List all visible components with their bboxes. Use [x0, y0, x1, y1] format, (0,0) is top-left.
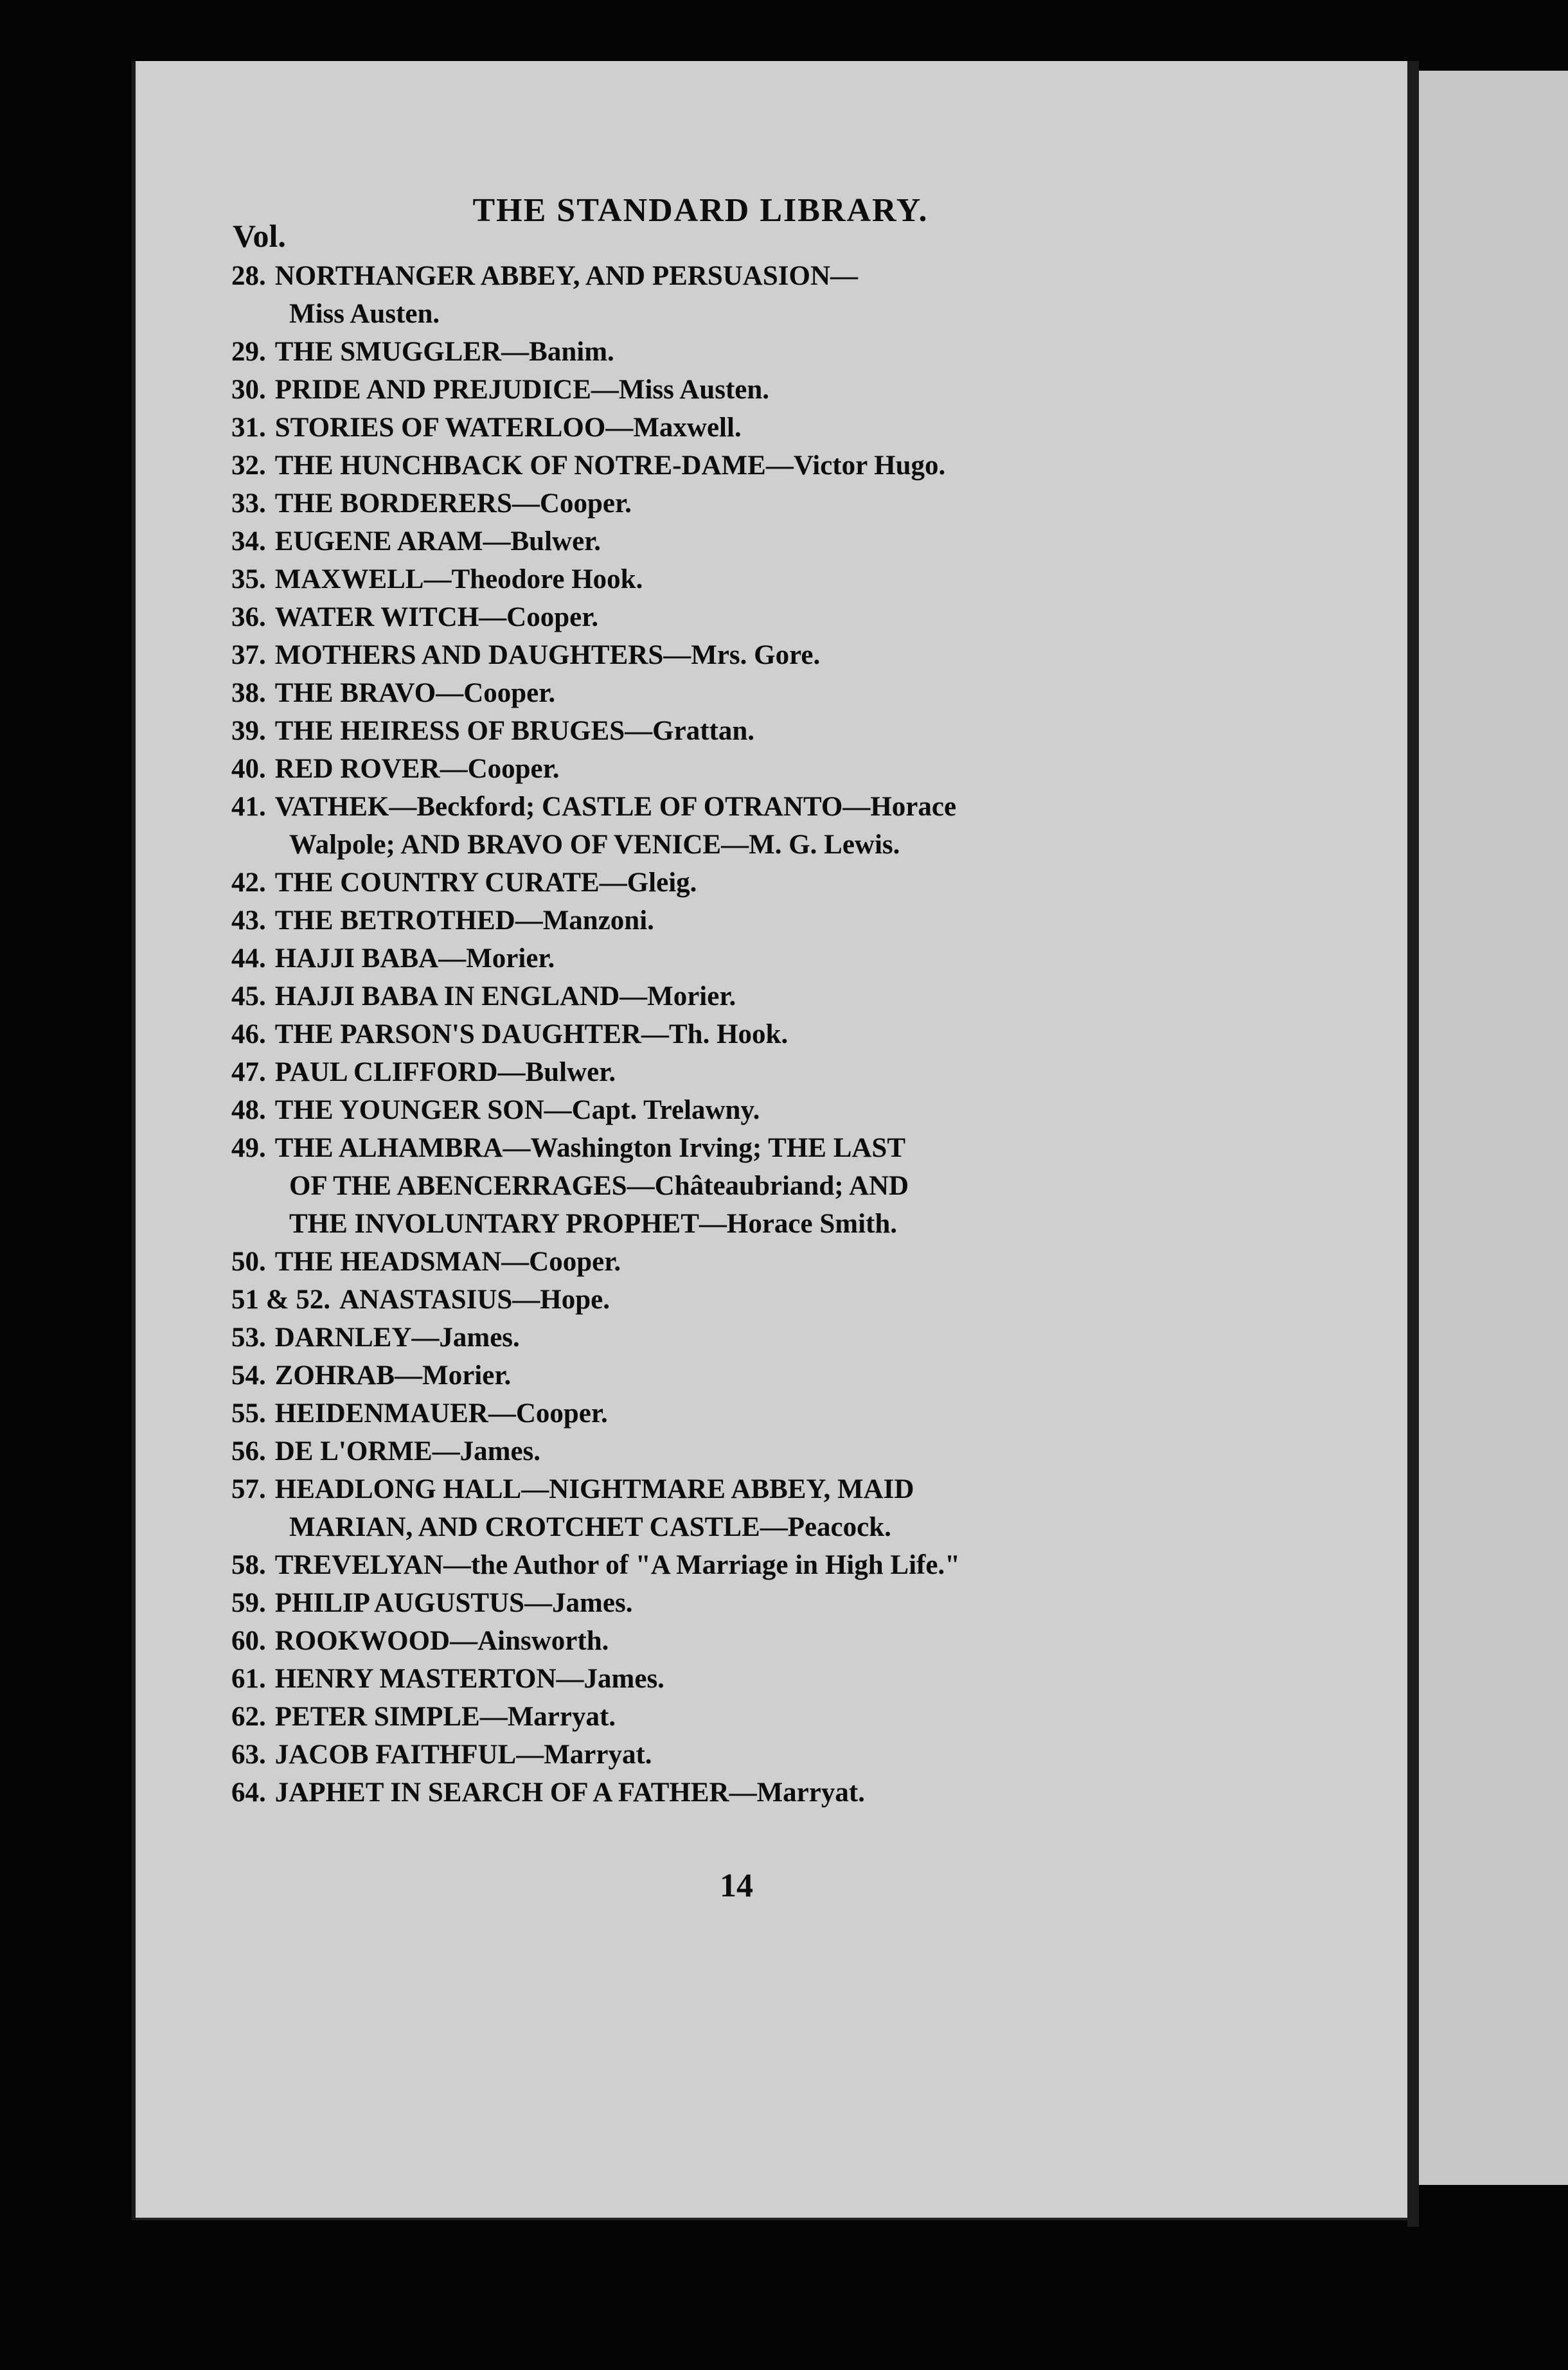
- volume-number: 61.: [231, 1664, 266, 1694]
- list-item: [231, 1660, 1182, 1698]
- list-item: [231, 333, 1182, 371]
- volume-number: 50.: [231, 1247, 266, 1277]
- list-item: [231, 1281, 1182, 1319]
- volume-title: PRIDE AND PREJUDICE—Miss Austen.: [274, 375, 770, 405]
- list-item: [231, 1432, 1182, 1470]
- volume-number: 58.: [231, 1550, 266, 1580]
- list-item: [231, 712, 1182, 750]
- volume-title: WATER WITCH—Cooper.: [274, 602, 599, 632]
- volume-title: JACOB FAITHFUL—Marryat.: [274, 1740, 652, 1770]
- volume-title: THE PARSON'S DAUGHTER—Th. Hook.: [274, 1019, 788, 1049]
- list-item: [231, 902, 1182, 940]
- volume-title: MOTHERS AND DAUGHTERS—Mrs. Gore.: [274, 640, 821, 670]
- list-item: [231, 864, 1182, 902]
- volume-number: 38.: [231, 678, 266, 708]
- volume-number: 36.: [231, 602, 266, 632]
- volume-number: 45.: [231, 981, 266, 1011]
- list-item: [231, 1357, 1182, 1394]
- list-item: [231, 1774, 1182, 1812]
- volume-number: 51 & 52.: [231, 1285, 331, 1315]
- volume-title: THE SMUGGLER—Banim.: [274, 337, 614, 367]
- volume-number: 33.: [231, 488, 266, 519]
- volume-title: DE L'ORME—James.: [274, 1436, 541, 1466]
- volume-title: HEADLONG HALL—NIGHTMARE ABBEY, MAID: [274, 1474, 914, 1504]
- list-item: [231, 1622, 1182, 1660]
- list-item: [231, 674, 1182, 712]
- volume-number: 34.: [231, 526, 266, 557]
- volume-title: ZOHRAB—Morier.: [274, 1360, 512, 1391]
- list-item: [231, 1319, 1182, 1357]
- list-item: [231, 1243, 1182, 1281]
- volume-number: 49.: [231, 1133, 266, 1163]
- list-item: [231, 1736, 1182, 1774]
- volume-title: THE HEADSMAN—Cooper.: [274, 1247, 621, 1277]
- volume-title: TREVELYAN—the Author of "A Marriage in High Life.": [274, 1550, 961, 1580]
- list-item: [231, 1394, 1182, 1432]
- volume-title: THE BORDERERS—Cooper.: [274, 488, 632, 519]
- volume-title: ANASTASIUS—Hope.: [339, 1285, 610, 1315]
- list-item-continuation: [231, 1508, 1182, 1546]
- volume-number: 28.: [231, 261, 266, 291]
- list-item: [231, 940, 1182, 977]
- volume-number: 62.: [231, 1702, 266, 1732]
- list-item: [231, 598, 1182, 636]
- volume-title: NORTHANGER ABBEY, AND PERSUASION—: [274, 261, 858, 291]
- volume-title: ROOKWOOD—Ainsworth.: [274, 1626, 609, 1656]
- list-item: [231, 409, 1182, 447]
- volume-number: 30.: [231, 375, 266, 405]
- volume-title: PHILIP AUGUSTUS—James.: [274, 1588, 633, 1618]
- volume-title: HAJJI BABA IN ENGLAND—Morier.: [274, 981, 736, 1011]
- list-item: [231, 1584, 1182, 1622]
- list-item: [231, 447, 1182, 485]
- volume-title: THE INVOLUNTARY PROPHET—Horace Smith.: [289, 1209, 898, 1239]
- page-number: 14: [720, 1867, 753, 1904]
- volume-number: 44.: [231, 943, 266, 974]
- volume-number: 47.: [231, 1057, 266, 1087]
- book-spine: [1407, 61, 1419, 2227]
- volume-title: STORIES OF WATERLOO—Maxwell.: [274, 413, 742, 443]
- volume-number: 53.: [231, 1323, 266, 1353]
- volume-title: HAJJI BABA—Morier.: [274, 943, 555, 974]
- volume-title: MAXWELL—Theodore Hook.: [274, 564, 643, 594]
- volume-title: THE ALHAMBRA—Washington Irving; THE LAST: [274, 1133, 906, 1163]
- list-item: [231, 560, 1182, 598]
- volume-number: 35.: [231, 564, 266, 594]
- list-item-continuation: [231, 295, 1182, 333]
- volume-title: DARNLEY—James.: [274, 1323, 520, 1353]
- volume-number: 57.: [231, 1474, 266, 1504]
- volume-number: 41.: [231, 792, 266, 822]
- list-item: [231, 636, 1182, 674]
- list-item: [231, 1546, 1182, 1584]
- volume-title: THE YOUNGER SON—Capt. Trelawny.: [274, 1095, 760, 1125]
- volume-title: HENRY MASTERTON—James.: [274, 1664, 664, 1694]
- volume-number: 39.: [231, 716, 266, 746]
- volume-title: THE COUNTRY CURATE—Gleig.: [274, 868, 697, 898]
- list-item: [231, 750, 1182, 788]
- volume-title: EUGENE ARAM—Bulwer.: [274, 526, 601, 557]
- list-item-continuation: [231, 1205, 1182, 1243]
- list-item-continuation: [231, 826, 1182, 864]
- volume-title: Walpole; AND BRAVO OF VENICE—M. G. Lewis.: [289, 830, 900, 860]
- volume-number: 46.: [231, 1019, 266, 1049]
- list-item: [231, 257, 1182, 295]
- facing-page: [1419, 71, 1568, 2185]
- volume-number: 31.: [231, 413, 266, 443]
- list-item: [231, 1129, 1182, 1167]
- volume-number: 29.: [231, 337, 266, 367]
- list-item: [231, 1015, 1182, 1053]
- volume-number: 63.: [231, 1740, 266, 1770]
- volume-title: Miss Austen.: [289, 299, 440, 329]
- list-item: [231, 1470, 1182, 1508]
- volume-title: OF THE ABENCERRAGES—Châteaubriand; AND: [289, 1171, 909, 1201]
- list-item: [231, 1091, 1182, 1129]
- volume-list: [231, 257, 1182, 1812]
- list-item: [231, 1698, 1182, 1736]
- list-item: [231, 788, 1182, 826]
- volume-title: RED ROVER—Cooper.: [274, 754, 560, 784]
- list-item-continuation: [231, 1167, 1182, 1205]
- volume-number: 64.: [231, 1778, 266, 1808]
- volume-number: 37.: [231, 640, 266, 670]
- vol-label: Vol.: [233, 218, 286, 254]
- volume-title: THE HEIRESS OF BRUGES—Grattan.: [274, 716, 755, 746]
- volume-number: 55.: [231, 1398, 266, 1429]
- volume-title: MARIAN, AND CROTCHET CASTLE—Peacock.: [289, 1512, 891, 1542]
- volume-number: 48.: [231, 1095, 266, 1125]
- volume-number: 43.: [231, 905, 266, 936]
- list-item: [231, 371, 1182, 409]
- volume-title: PETER SIMPLE—Marryat.: [274, 1702, 616, 1732]
- volume-title: THE BETROTHED—Manzoni.: [274, 905, 654, 936]
- volume-title: PAUL CLIFFORD—Bulwer.: [274, 1057, 616, 1087]
- volume-number: 32.: [231, 450, 266, 481]
- volume-number: 56.: [231, 1436, 266, 1466]
- volume-number: 40.: [231, 754, 266, 784]
- list-item: [231, 522, 1182, 560]
- volume-number: 59.: [231, 1588, 266, 1618]
- volume-number: 42.: [231, 868, 266, 898]
- volume-number: 60.: [231, 1626, 266, 1656]
- volume-title: HEIDENMAUER—Cooper.: [274, 1398, 608, 1429]
- volume-title: THE BRAVO—Cooper.: [274, 678, 556, 708]
- volume-title: THE HUNCHBACK OF NOTRE-DAME—Victor Hugo.: [274, 450, 946, 481]
- list-item: [231, 485, 1182, 522]
- page-header: THE STANDARD LIBRARY.: [472, 192, 929, 229]
- volume-title: JAPHET IN SEARCH OF A FATHER—Marryat.: [274, 1778, 865, 1808]
- volume-number: 54.: [231, 1360, 266, 1391]
- list-item: [231, 1053, 1182, 1091]
- volume-title: VATHEK—Beckford; CASTLE OF OTRANTO—Horace: [274, 792, 957, 822]
- list-item: [231, 977, 1182, 1015]
